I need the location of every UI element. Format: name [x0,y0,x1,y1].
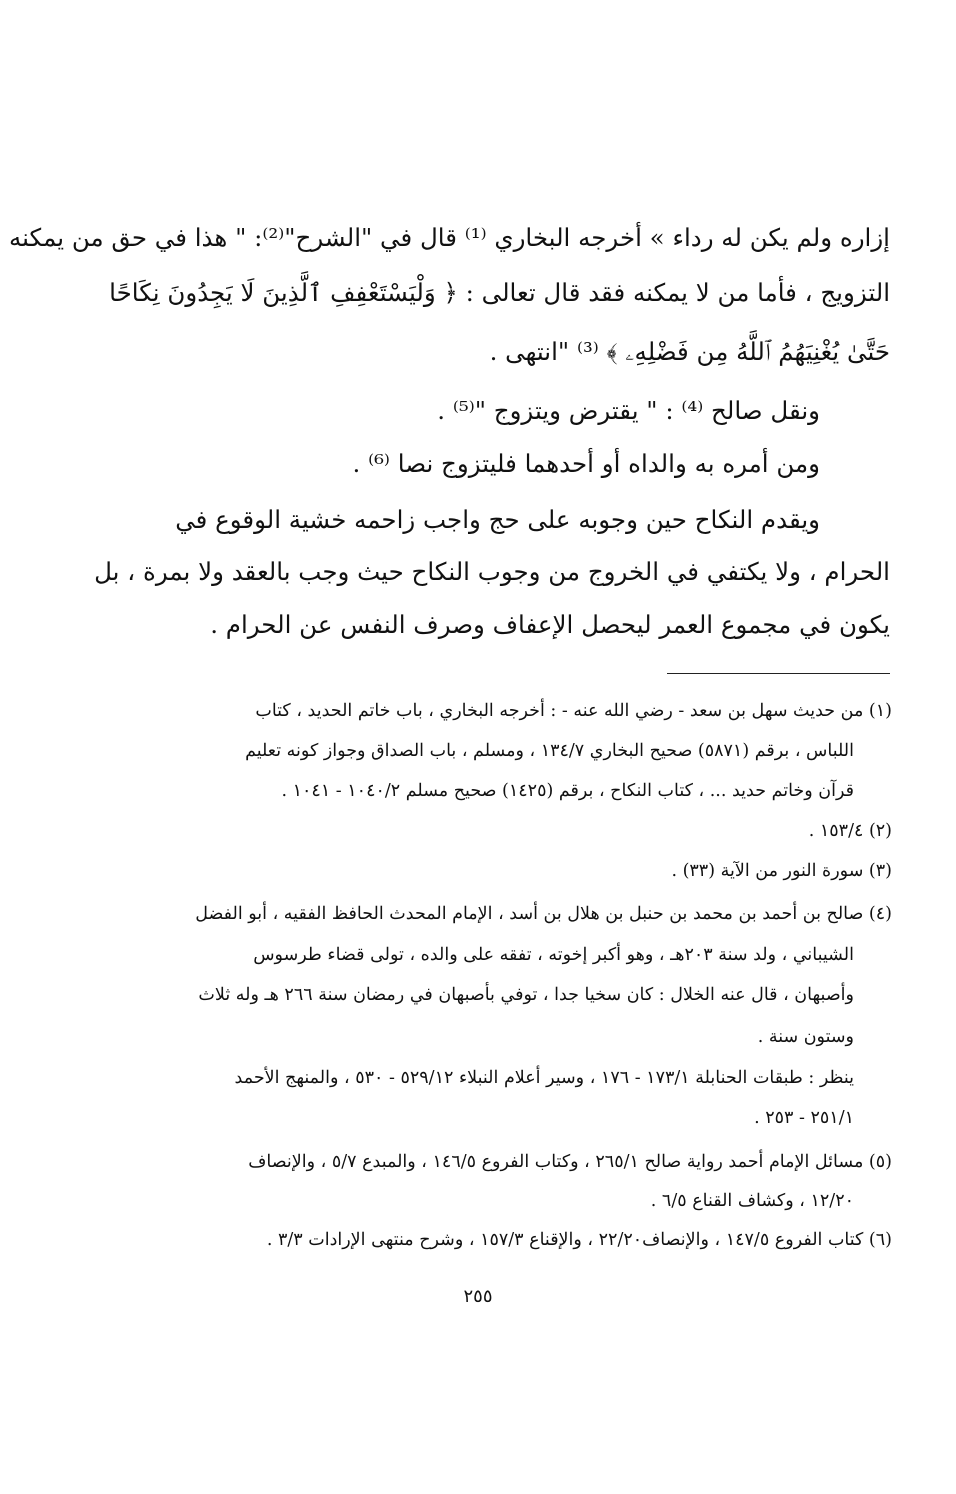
main-text-line: ومن أمره به والداه أو أحدهما فليتزوج نصا ⁽⁶⁾ . [352,449,820,478]
footnote-line: ١٢/٢٠ ، وكشاف القناع ٦/٥ . [650,1191,854,1211]
main-text-line: إزاره ولم يكن له رداء » أخرجه البخاري ⁽¹⁾ قال في "الشرح"⁽²⁾: " هذا في حق من يمكنه [9,223,890,252]
main-text-line: الحرام ، ولا يكتفي في الخروج من وجوب النكاح حيث وجب بالعقد ولا بمرة ، بل [94,557,890,586]
page-number: ٢٥٥ [463,1286,493,1307]
footnote-line: وستون سنة . [757,1027,854,1047]
main-text-line: ويقدم النكاح حين وجوبه على حج واجب زاحمه خشية الوقوع في [175,505,820,534]
footnote-line: قرآن وخاتم حديد ... ، كتاب النكاح ، برقم (١٤٢٥) صحيح مسلم ١٠٤٠/٢ - ١٠٤١ . [281,781,854,801]
footnote-line: (٦) كتاب الفروع ١٤٧/٥ ، والإنصاف٢٢/٢٠ ، والإقناع ١٥٧/٣ ، وشرح منتهى الإرادات ٣/٣ . [266,1230,892,1250]
footnote-line: (٤) صالح بن أحمد بن محمد بن حنبل بن هلال بن أسد ، الإمام المحدث الحافظ الفقيه ، أبو الفضل [195,904,892,924]
main-text-line: يكون في مجموع العمر ليحصل الإعفاف وصرف النفس عن الحرام . [210,610,890,639]
main-text-line: حَتَّىٰ يُغْنِيَهُمُ ٱللَّهُ مِن فَضْلِهِۦ ﴾ ⁽³⁾ "انتهى . [489,337,890,366]
footnote-line: (٥) مسائل الإمام أحمد رواية صالح ٢٦٥/١ ، وكتاب الفروع ١٤٦/٥ ، والمبدع ٥/٧ ، والإنصاف [248,1152,892,1172]
footnote-line: ينظر : طبقات الحنابلة ١٧٣/١ - ١٧٦ ، وسير أعلام النبلاء ٥٢٩/١٢ - ٥٣٠ ، والمنهج الأحمد [234,1068,854,1088]
main-text-line: التزويج ، فأما من لا يمكنه فقد قال تعالى : ﴿ وَلْيَسْتَعْفِفِ ٱلَّذِينَ لَا يَجِدُونَ نِكَاحًا [109,278,890,307]
main-text-line: ونقل صالح ⁽⁴⁾ : " يقترض ويتزوج "⁽⁵⁾ . [437,396,820,425]
footnote-line: اللباس ، برقم (٥٨٧١) صحيح البخاري ١٣٤/٧ ، ومسلم ، باب الصداق وجواز كونه تعليم [245,741,854,761]
footnotes [146,0,892,1494]
footnote-line: (٣) سورة النور من الآية (٣٣) . [671,861,892,881]
footnote-line: (١) من حديث سهل بن سعد - رضي الله عنه - : أخرجه البخاري ، باب خاتم الحديد ، كتاب [255,701,892,721]
footnote-line: ٢٥١/١ - ٢٥٣ . [754,1108,854,1128]
footnote-line: الشيباني ، ولد سنة ٢٠٣هـ ، وهو أكبر إخوته ، تفقه على والده ، تولى قضاء طرسوس [253,945,854,965]
footnote-line: وأصبهان ، قال عنه الخلال : كان سخيا جدا ، توفي بأصبهان في رمضان سنة ٢٦٦ هـ وله ثلاث [198,985,854,1005]
footnote-line: (٢) ١٥٣/٤ . [808,821,892,841]
